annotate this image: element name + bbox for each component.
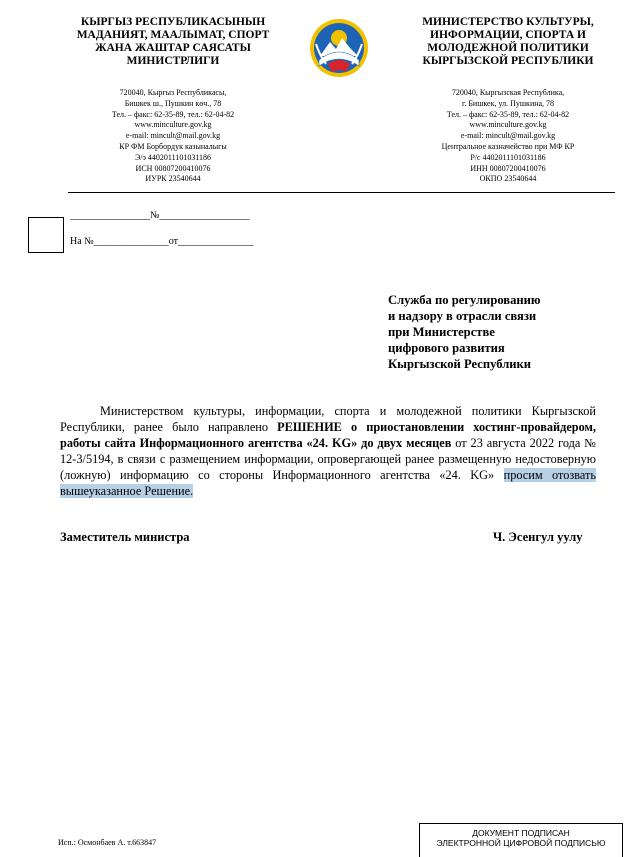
executor-note: Исп.: Осмонбаев А. т.663847 <box>58 838 157 847</box>
body-text-1: Министерством культуры, информации, спорта и молодежной политики Кыргызской Республики, ранее было направлено <box>60 404 596 435</box>
header-right-title-line: МОЛОДЕЖНОЙ ПОЛИТИКИ <box>427 42 589 54</box>
address-line: Бишкек ш., Пушкин көч., 78 <box>124 98 222 108</box>
address-line: ИНН 00807200410076 <box>470 163 546 173</box>
reference-number-line: На №_______________от_______________ <box>70 236 253 247</box>
header-left-address <box>78 88 268 185</box>
electronic-signature-stamp <box>419 823 623 857</box>
recipient-line: цифрового развития <box>388 341 505 355</box>
address-line: 720040, Кыргыз Республикасы, <box>119 88 227 97</box>
body-text-2: от 23 августа 2022 года № 12-3/5194, в связи с размещением информации, опровергающей ранее размещенную недостоверную (ложную) информацию со стороны Информационного агентства «24. KG» <box>60 436 596 483</box>
esign-line: ЭЛЕКТРОННОЙ ЦИФРОВОЙ ПОДПИСЬЮ <box>436 838 606 848</box>
address-line: ИУРК 23540644 <box>145 174 201 184</box>
recipient-block <box>388 292 588 372</box>
recipient-line: Служба по регулированию <box>388 293 541 307</box>
header-right-title-line: КЫРГЫЗСКОЙ РЕСПУБЛИКИ <box>422 55 594 67</box>
header-right-address <box>408 88 608 185</box>
header-left-title-line: МИНИСТРЛИГИ <box>126 55 220 67</box>
signatory-position: Заместитель министра <box>60 530 190 544</box>
state-emblem-icon <box>310 16 368 80</box>
letter-body <box>60 403 596 500</box>
address-line: г. Бишкек, ул. Пушкина, 78 <box>461 98 555 108</box>
address-line: e-mail: mincult@mail.gov.kg <box>125 131 221 141</box>
recipient-line: при Министерстве <box>388 325 495 339</box>
header-divider <box>68 192 615 193</box>
outgoing-number-line: ________________№__________________ <box>70 210 250 221</box>
address-line: Р/с 4402011101031186 <box>470 152 546 162</box>
registration-stamp-box <box>28 217 64 253</box>
header-right-title-line: МИНИСТЕРСТВО КУЛЬТУРЫ, <box>422 16 594 28</box>
address-line: Э/э 4402011101031186 <box>134 152 212 162</box>
address-line: www.minculture.gov.kg <box>469 120 547 130</box>
header-right-title <box>393 16 623 68</box>
header-left-title-line: МАДАНИЯТ, МААЛЫМАТ, СПОРТ <box>76 29 270 41</box>
address-line: e-mail: mincult@mail.gov.kg <box>460 131 556 141</box>
recipient-line: и надзору в отрасли связи <box>388 309 537 323</box>
signatory-name: Ч. Эсенгул уулу <box>493 530 583 544</box>
body-request-highlight: просим отозвать вышеуказанное Решение. <box>60 468 596 499</box>
body-decision-bold: РЕШЕНИЕ о приостановлении хостинг-провайдером, работы сайта Информационного агентства «24. KG» до двух месяцев <box>60 420 597 451</box>
address-line: КР ФМ Борбордук казыналыгы <box>119 141 227 151</box>
address-line: Центральное казначейство при МФ КР <box>441 141 575 151</box>
esign-line: ДОКУМЕНТ ПОДПИСАН <box>472 828 570 838</box>
address-line: Тел. – факс: 62-35-89, тел.: 62-04-82 <box>111 109 235 119</box>
address-line: ОКПО 23540644 <box>479 174 537 184</box>
header-left-title <box>58 16 288 68</box>
header-left-title-line: КЫРГЫЗ РЕСПУБЛИКАСЫНЫН <box>80 16 266 28</box>
address-line: 720040, Кыргызская Республика, <box>451 88 565 97</box>
header-left-title-line: ЖАНА ЖАШТАР САЯСАТЫ <box>95 42 251 54</box>
address-line: Тел. – факс: 62-35-89, тел.: 62-04-82 <box>446 109 570 119</box>
address-line: www.minculture.gov.kg <box>134 120 212 130</box>
header-right-title-line: ИНФОРМАЦИИ, СПОРТА И <box>430 29 586 41</box>
recipient-line: Кыргызской Республики <box>388 357 532 371</box>
address-line: ИСН 00807200410076 <box>135 163 211 173</box>
